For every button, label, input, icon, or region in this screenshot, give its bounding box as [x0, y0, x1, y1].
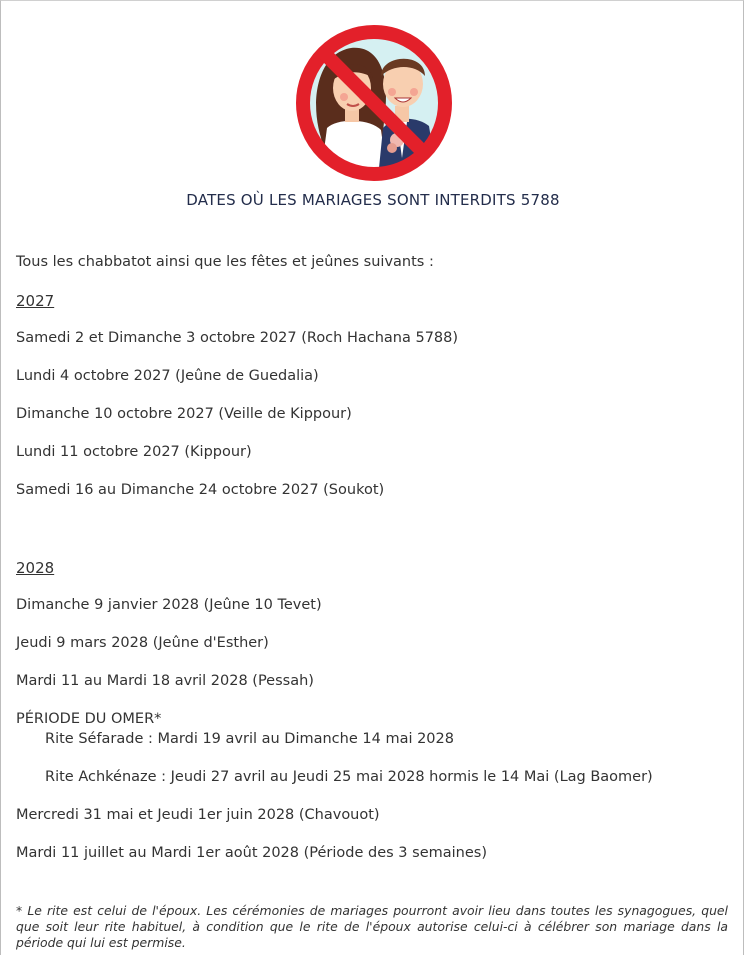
date-item: Mercredi 31 mai et Jeudi 1er juin 2028 (Chavouot) [16, 807, 380, 823]
date-item: Lundi 11 octobre 2027 (Kippour) [16, 444, 252, 460]
omer-heading: PÉRIODE DU OMER* [16, 711, 162, 727]
year-heading-2028: 2028 [16, 559, 55, 577]
date-item: Samedi 2 et Dimanche 3 octobre 2027 (Roch Hachana 5788) [16, 330, 459, 346]
intro-text: Tous les chabbatot ainsi que les fêtes et jeûnes suivants : [16, 254, 434, 270]
page-title: DATES OÙ LES MARIAGES SONT INTERDITS 5788 [186, 191, 560, 209]
date-item: Jeudi 9 mars 2028 (Jeûne d'Esther) [16, 635, 269, 651]
date-item: Lundi 4 octobre 2027 (Jeûne de Guedalia) [16, 368, 319, 384]
date-item: Mardi 11 juillet au Mardi 1er août 2028 (Période des 3 semaines) [16, 845, 487, 861]
no-wedding-prohibition-icon [289, 18, 459, 188]
date-item: Mardi 11 au Mardi 18 avril 2028 (Pessah) [16, 673, 314, 689]
omer-sefarade: Rite Séfarade : Mardi 19 avril au Dimanche 14 mai 2028 [45, 731, 454, 747]
year-heading-2027: 2027 [16, 292, 55, 310]
date-item: Dimanche 9 janvier 2028 (Jeûne 10 Tevet) [16, 597, 322, 613]
omer-achkenaze: Rite Achkénaze : Jeudi 27 avril au Jeudi 25 mai 2028 hormis le 14 Mai (Lag Baomer) [45, 769, 653, 785]
date-item: Dimanche 10 octobre 2027 (Veille de Kippour) [16, 406, 352, 422]
footnote: * Le rite est celui de l'époux. Les cérémonies de mariages pourront avoir lieu dans toutes les synagogues, quel que soit leur rite habituel, à condition que le rite de l'époux autorise celui-ci à célébrer son mariage dans la période qui lui est permise. [16, 903, 728, 950]
date-item: Samedi 16 au Dimanche 24 octobre 2027 (Soukot) [16, 482, 385, 498]
